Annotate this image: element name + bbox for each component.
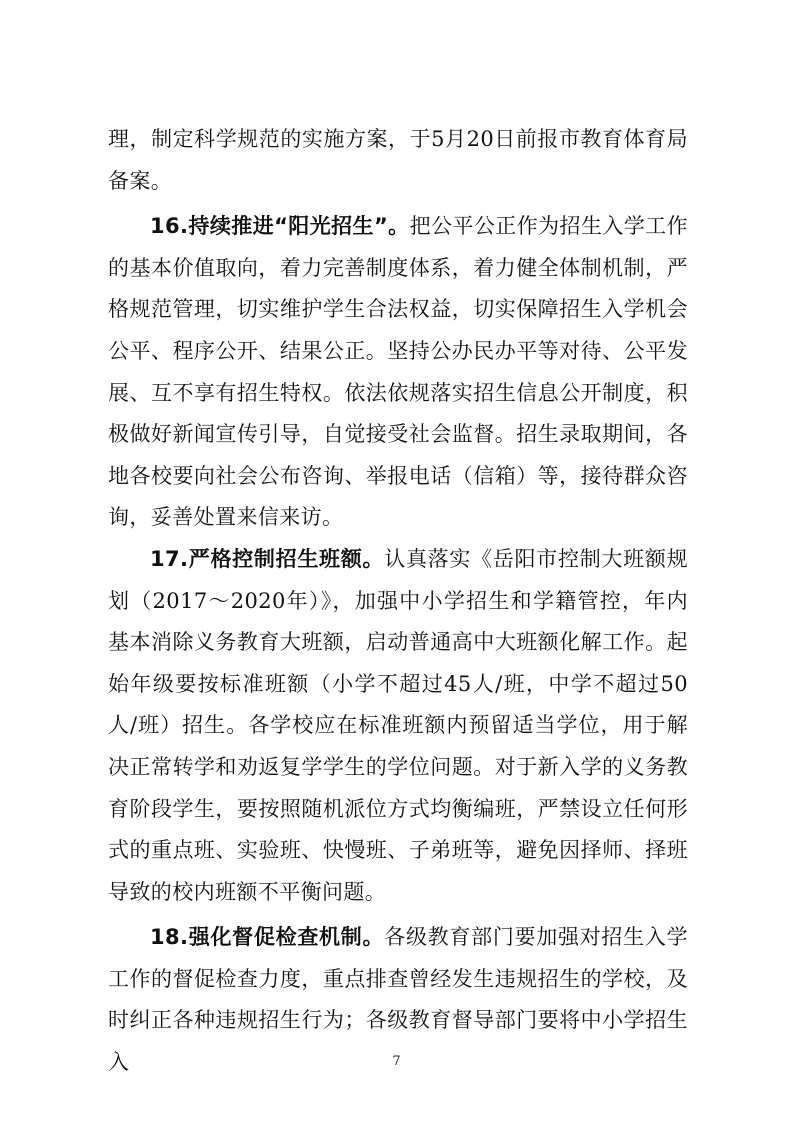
section-heading-18: 18.强化督促检查机制。	[150, 925, 385, 950]
paragraph-17	[108, 539, 688, 913]
page-body	[108, 119, 688, 1084]
paragraph-16	[108, 206, 688, 539]
section-heading-16: 16.持续推进“阳光招生”。	[150, 214, 410, 239]
paragraph-continuation	[108, 119, 688, 202]
paragraph-text: 把公平公正作为招生入学工作的基本价值取向，着力完善制度体系，着力健全体制机制，严格规范管理，切实维护学生合法权益，切实保障招生入学机会公平、程序公开、结果公正。坚持公办民办平等对待、公平发展、互不享有招生特权。依法依规落实招生信息公开制度，积极做好新闻宣传引导，自觉接受社会监督。招生录取期间，各地各校要向社会公布咨询、举报电话（信箱）等，接待群众咨询，妥善处置来信来访。	[108, 214, 689, 530]
paragraph-text: 各级教育部门要加强对招生入学工作的督促检查力度，重点排查曾经发生违规招生的学校，及时纠正各种违规招生行为；各级教育督导部门要将中小学招生入	[108, 925, 688, 1075]
paragraph-text: 认真落实《岳阳市控制大班额规划（2017～2020年）》，加强中小学招生和学籍管控，年内基本消除义务教育大班额，启动普通高中大班额化解工作。起始年级要按标准班额（小学不超过45人/班，中学不超过50人/班）招生。各学校应在标准班额内预留适当学位，用于解决正常转学和劝返复学学生的学位问题。对于新入学的义务教育阶段学生，要按照随机派位方式均衡编班，严禁设立任何形式的重点班、实验班、快慢班、子弟班等，避免因择师、择班导致的校内班额不平衡问题。	[108, 546, 688, 904]
page-number: 7	[392, 1054, 401, 1069]
paragraph-text: 理，制定科学规范的实施方案，于5月20日前报市教育体育局备案。	[108, 127, 688, 193]
section-heading-17: 17.严格控制招生班额。	[150, 546, 385, 571]
